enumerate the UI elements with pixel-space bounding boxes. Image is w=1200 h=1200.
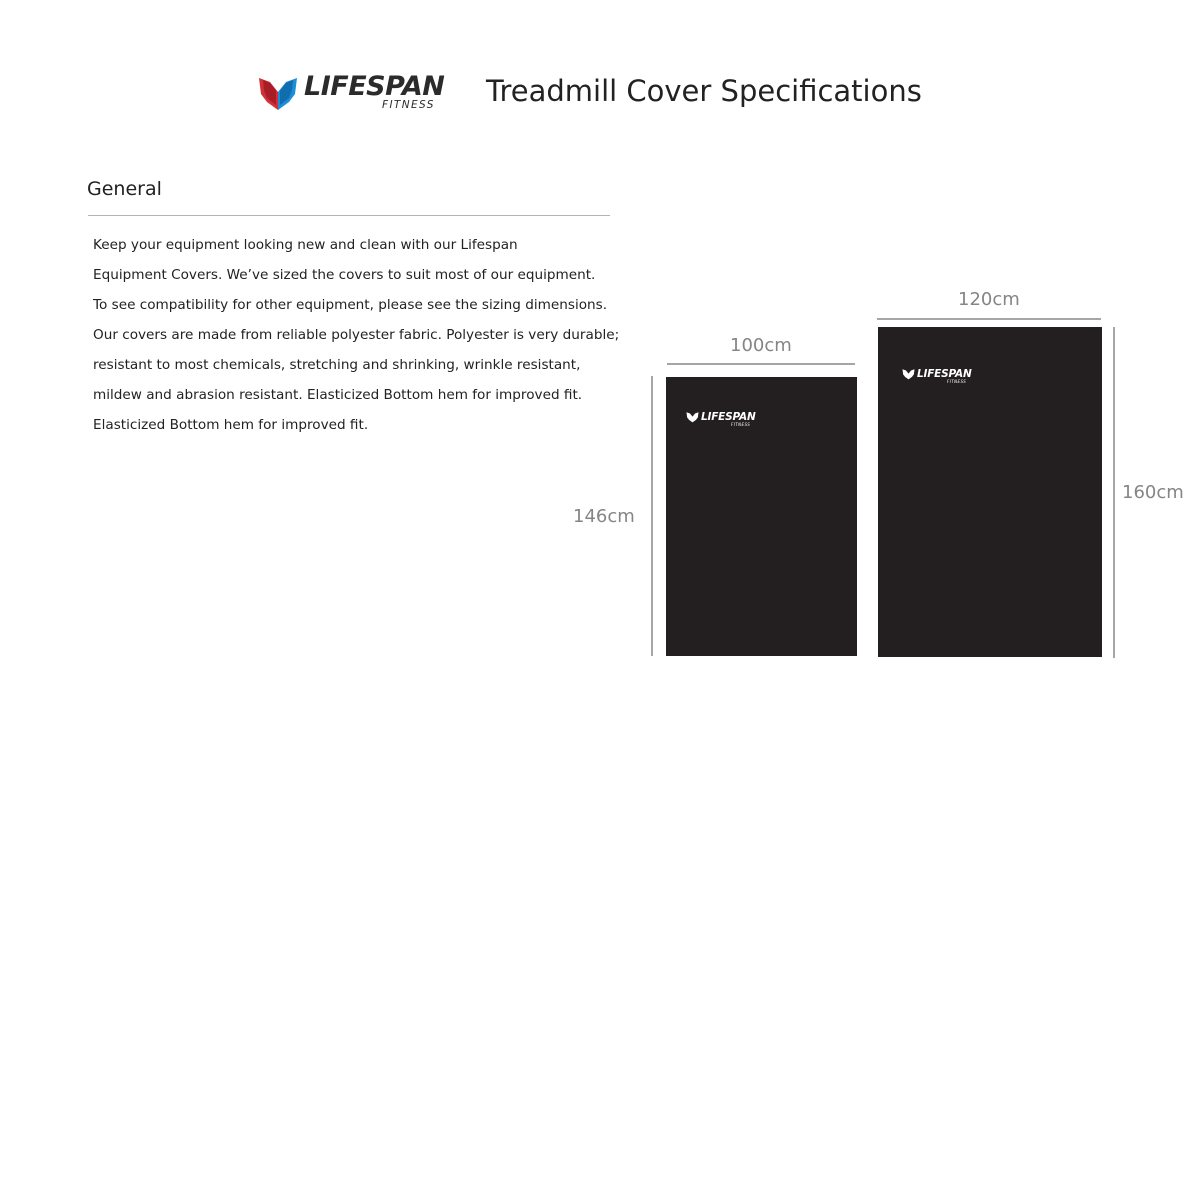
description-line: Equipment Covers. We’ve sized the covers to suit most of our equipment. (93, 267, 596, 283)
description-line: Our covers are made from reliable polyester fabric. Polyester is very durable; (93, 327, 620, 343)
description-line: To see compatibility for other equipment, please see the sizing dimensions. (93, 297, 608, 313)
cover-logo-wordmark: LIFESPAN (917, 368, 972, 380)
large-cover-logo (902, 368, 982, 386)
small-cover-image (666, 377, 857, 656)
section-divider (88, 215, 610, 216)
cover-logo-subtext: FITNESS (731, 422, 751, 427)
large-cover-width-label: 120cm (958, 289, 1020, 310)
heart-logo-icon (686, 411, 699, 423)
small-cover-height-line (651, 376, 653, 656)
heart-logo-icon (902, 368, 915, 380)
large-cover-width-line (877, 318, 1101, 320)
cover-logo-wordmark: LIFESPAN (701, 411, 756, 423)
logo-subtext: FITNESS (382, 99, 435, 111)
small-cover-width-label: 100cm (730, 335, 792, 356)
large-cover-image (878, 327, 1102, 657)
description-line: mildew and abrasion resistant. Elasticized Bottom hem for improved fit. (93, 387, 583, 403)
lifespan-logo (258, 72, 448, 112)
large-cover-height-label: 160cm (1122, 482, 1184, 503)
description-line: Elasticized Bottom hem for improved fit. (93, 417, 369, 433)
large-cover-height-line (1113, 327, 1115, 658)
small-cover-logo (686, 411, 766, 429)
description-line: resistant to most chemicals, stretching and shrinking, wrinkle resistant, (93, 357, 581, 373)
lifespan-heart-icon (258, 74, 298, 112)
description-line: Keep your equipment looking new and clean with our Lifespan (93, 237, 518, 253)
small-cover-height-label: 146cm (573, 506, 635, 527)
page-title: Treadmill Cover Specifications (486, 74, 922, 108)
small-cover-width-line (667, 363, 855, 365)
section-heading: General (87, 178, 162, 200)
cover-logo-subtext: FITNESS (947, 379, 967, 384)
general-description (93, 230, 633, 440)
logo-wordmark: LIFESPAN (304, 71, 445, 102)
